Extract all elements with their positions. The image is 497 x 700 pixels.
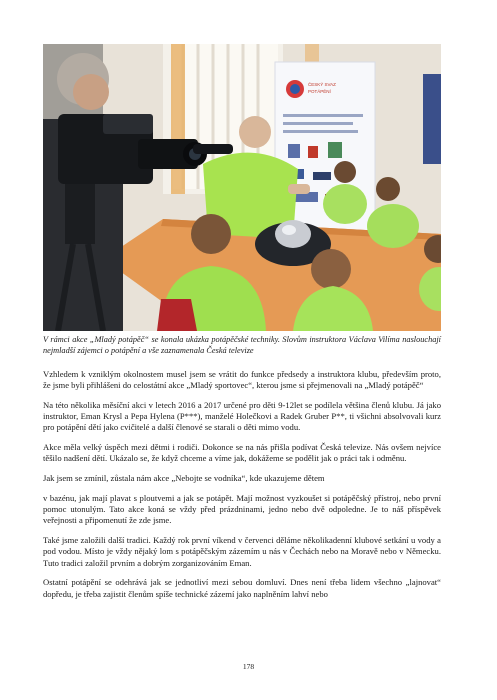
paragraph: Vzhledem k vzniklým okolnostem musel jsem se vrátit do funkce předsedy a instruktora klubu, především proto, že jsme byli přihlášeni do celostátní akce „Mladý sportovec“, kterou jsme si přejmenovali na „Mladý potápěč“ (43, 369, 441, 391)
event-photo-illustration (43, 44, 441, 331)
paragraph: Jak jsem se zmínil, zůstala nám akce „Nebojte se vodníka“, kde ukazujeme dětem (43, 473, 325, 484)
photo-caption: V rámci akce „Mladý potápěč“ se konala ukázka potápěčské techniky. Slovům instruktora Václava Vilíma naslouchají nejmladší zájemci o potápění a vše zaznamenala Česká televize (43, 335, 441, 355)
paragraph: Také jsme založili další tradici. Každý rok první víkend v červenci děláme několikadenní klubové setkání u vody a pod vodou. Místo je vždy nějaký lom s potápěčským zázemím u nás v Čechách nebo na Moravě nebo v Německu. Tuto tradici založil prvním a dobrým zorganizováním Eman. (43, 535, 441, 568)
article-body (43, 369, 441, 608)
poster-text-1: ČESKÝ SVAZ (308, 82, 336, 87)
paragraph: Na této několika měsíční akci v letech 2016 a 2017 určené pro děti 9-12let se podílela většina členů klubu. Já jako instruktor, Eman Krysl a Pepa Hylena (P***), manželé Holečkovi a Radek Gruber P**, ti všichni absolvovali kurz pro potápění dětí jako cvičitelé a další členové se starali o děti mimo vodu. (43, 400, 441, 433)
page-number: 178 (242, 662, 255, 671)
paragraph: Akce měla velký úspěch mezi dětmi i rodiči. Dokonce se na nás přišla podívat Česká televize. Nás ovšem nejvíce těšilo nadšení dětí. Ukázalo se, že když chceme a víme jak, dokážeme se podělit jak o práci tak i odměnu. (43, 442, 441, 464)
poster-text-2: POTÁPĚNÍ (308, 89, 331, 94)
paragraph: v bazénu, jak mají plavat s ploutvemi a jak se potápět. Mají možnost vyzkoušet si potápěčský přístroj, nebo první pomoc utonulým. Tato akce koná se vždy před prázdninami, jedno nebo dvě odpoledne. Je to náš příspěvek veřejnosti a připomenutí že zde jsme. (43, 493, 441, 526)
paragraph: Ostatní potápění se odehrává jak se jednotliví mezi sebou domluví. Dnes není třeba lidem všechno „lajnovat“ dopředu, je třeba zajistit členům spíše technické zázemí jako naplněním lahví nebo (43, 577, 441, 599)
event-photo (43, 44, 441, 331)
